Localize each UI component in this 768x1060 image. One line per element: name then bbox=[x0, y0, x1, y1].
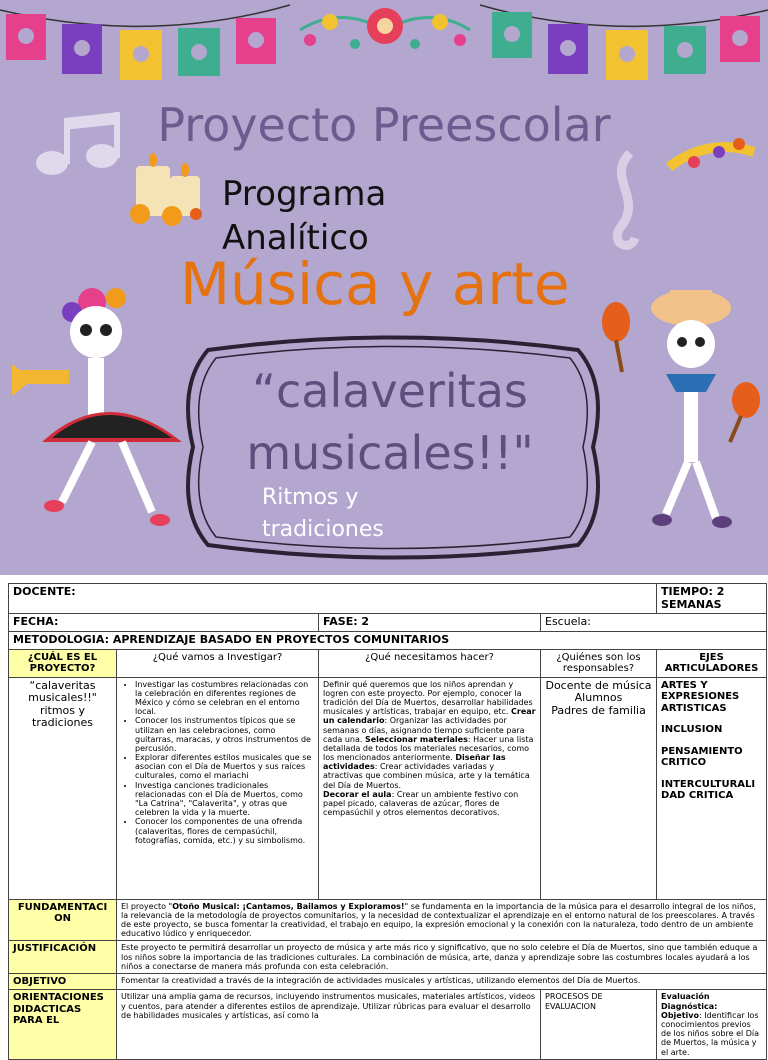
objetivo-label: OBJETIVO bbox=[9, 973, 117, 990]
fundamentacion-text bbox=[117, 899, 767, 941]
orientaciones-text: Utilizar una amplia gama de recursos, incluyendo instrumentos musicales, materiales artísticos, videos y cuentos, para atender a diferentes estilos de aprendizaje. Utilizar rúbricas para evaluar el desarrollo de habilidades musicales y artísticas, así como la bbox=[117, 990, 541, 1059]
header-investigar: ¿Qué vamos a Investigar? bbox=[117, 649, 319, 677]
tiempo-field: TIEMPO: 2 SEMANAS bbox=[657, 584, 767, 614]
metodologia-row: METODOLOGIA: APRENDIZAJE BASADO EN PROYECTOS COMUNITARIOS bbox=[9, 631, 767, 649]
orientaciones-label: ORIENTACIONES DIDACTICAS PARA EL bbox=[9, 990, 117, 1059]
hacer-bold: Diseñar las actividades bbox=[323, 753, 506, 772]
responsable-item: Alumnos bbox=[574, 691, 623, 705]
fecha-field: FECHA: bbox=[9, 614, 319, 632]
responsable-item: Docente de música bbox=[545, 678, 652, 692]
docente-field: DOCENTE: bbox=[9, 584, 657, 614]
responsables-cell bbox=[541, 677, 657, 899]
eje-item: PENSAMIENTO CRITICO bbox=[661, 745, 743, 769]
project-name: “calaveritas musicales!!" bbox=[246, 364, 534, 480]
header-proyecto: ¿CUÁL ES EL PROYECTO? bbox=[9, 649, 117, 677]
fundamentacion-pre: El proyecto " bbox=[121, 901, 173, 911]
eje-item: ARTES Y EXPRESIONES ARTISTICAS bbox=[661, 679, 740, 714]
proyecto-cell: “calaveritas musicales!!" ritmos y tradiciones bbox=[9, 677, 117, 899]
eje-item: INCLUSION bbox=[661, 724, 723, 736]
hacer-bold: Decorar el aula bbox=[323, 789, 392, 799]
hacer-bold: Crear un calendario bbox=[323, 707, 536, 726]
project-title: Proyecto Preescolar bbox=[157, 98, 611, 152]
candles-icon bbox=[126, 152, 206, 230]
investigar-item: • Conocer los componentes de una ofrenda (calaveritas, flores de cempasúchil, fotografías, comida, etc.) y su simbolismo. bbox=[135, 817, 314, 845]
hacer-text: : Organizar las actividades por semanas o días, asignando tiempo suficiente para cada una. bbox=[323, 716, 525, 744]
floral-ornament bbox=[290, 0, 480, 60]
fundamentacion-body: " se fundamenta en la importancia de la música para el desarrollo integral de los niños, la relevancia de la metodología de proyectos comunitarios, y la necesidad de contextualizar el aprendizaje en el entorno natural de los preescolares. A través de este proyecto, se busca fomentar la creatividad, el trabajo en equipo, la expresión emocional y la conexión con la naturaleza, todo dentro de un ambiente educativo lúdico y enriquecedor. bbox=[121, 901, 756, 939]
investigar-item: • Explorar diferentes estilos musicales que se asocian con el Día de Muertos y sus raíces culturales, como el mariachi bbox=[135, 753, 314, 781]
program-title: Programa Analítico bbox=[222, 174, 387, 258]
evaluacion-title: Evaluación Diagnóstica: bbox=[661, 992, 718, 1011]
objetivo-text: Fomentar la creatividad a través de la integración de actividades musicales y artísticas, utilizando elementos del Día de Muertos. bbox=[117, 973, 767, 990]
fundamentacion-project: Otoño Musical: ¡Cantamos, Bailamos y Exploramos! bbox=[172, 901, 405, 911]
justificacion-label: JUSTIFICACIÓN bbox=[9, 941, 117, 974]
investigar-item: • Investiga canciones tradicionales relacionadas con el Día de Muertos, como "La Catrina", "Calaverita", y otras que celebren la vida y la muerte. bbox=[135, 781, 314, 818]
ejes-cell bbox=[657, 677, 767, 899]
header-hacer: ¿Qué necesitamos hacer? bbox=[319, 649, 541, 677]
hacer-text: : Crear actividades variadas y atractivas que combinen música, arte y la temática del Día de Muertos. bbox=[323, 762, 530, 790]
cover-subtitle: Ritmos y tradiciones bbox=[262, 485, 384, 542]
evaluacion-obj-label: Objetivo bbox=[661, 1010, 699, 1020]
hacer-cell bbox=[319, 677, 541, 899]
fundamentacion-label: FUNDAMENTACI ON bbox=[9, 899, 117, 941]
investigar-cell bbox=[117, 677, 319, 899]
analytic-program-table bbox=[8, 583, 766, 1060]
investigar-item: • Investigar las costumbres relacionadas con la celebración en diferentes regiones de México y cómo se celebran en el entorno local. bbox=[135, 680, 314, 717]
evaluacion-text: : Identificar los conocimientos previos de los niños sobre el Día de Muertos, la música y el arte. bbox=[661, 1010, 760, 1057]
investigar-item: • Conocer los instrumentos típicos que se utilizan en las celebraciones, como guitarras, maracas, y otros instrumentos de percusión. bbox=[135, 716, 314, 753]
hacer-text: : Crear un ambiente festivo con papel picado, calaveras de azúcar, flores de cempasúchil y otros elementos decorativos. bbox=[323, 789, 519, 818]
procesos-label: PROCESOS DE EVALUACION bbox=[541, 990, 657, 1059]
hacer-text: Definir qué queremos que los niños aprendan y logren con este proyecto. Por ejemplo, conocer la tradición del Día de Muertos, desarrollar habilidades musicales y artísticas, trabajar en equipo, etc. bbox=[323, 679, 533, 717]
subject-title: Música y arte bbox=[180, 250, 570, 318]
responsable-item: Padres de familia bbox=[551, 703, 646, 717]
skeleton-maracas-illustration bbox=[596, 282, 766, 532]
treble-clef-icon bbox=[600, 148, 650, 258]
eje-item: INTERCULTURALI DAD CRITICA bbox=[661, 778, 756, 802]
fase-field: FASE: 2 bbox=[319, 614, 541, 632]
hacer-text: : Hacer una lista detallada de todos los materiales necesarios, como los mencionados anteriormente. bbox=[323, 734, 534, 763]
header-responsables: ¿Quiénes son los responsables? bbox=[541, 649, 657, 677]
evaluacion-cell bbox=[657, 990, 767, 1059]
escuela-field: Escuela: bbox=[541, 614, 767, 632]
skeleton-trumpet-illustration bbox=[12, 272, 192, 532]
hacer-bold: Seleccionar materiales bbox=[364, 734, 468, 744]
header-ejes: EJES ARTICULADORES bbox=[657, 649, 767, 677]
justificacion-text: Este proyecto te permitirá desarrollar un proyecto de música y arte más rico y significativo, que no solo celebre el Día de Muertos, sino que también eduque a los niños sobre la importancia de las tradiciones culturales. La combinación de música, arte, danza y aprendizaje sobre las costumbres locales ayudará a los niños a conectarse de manera más profunda con esta celebración. bbox=[117, 941, 767, 974]
